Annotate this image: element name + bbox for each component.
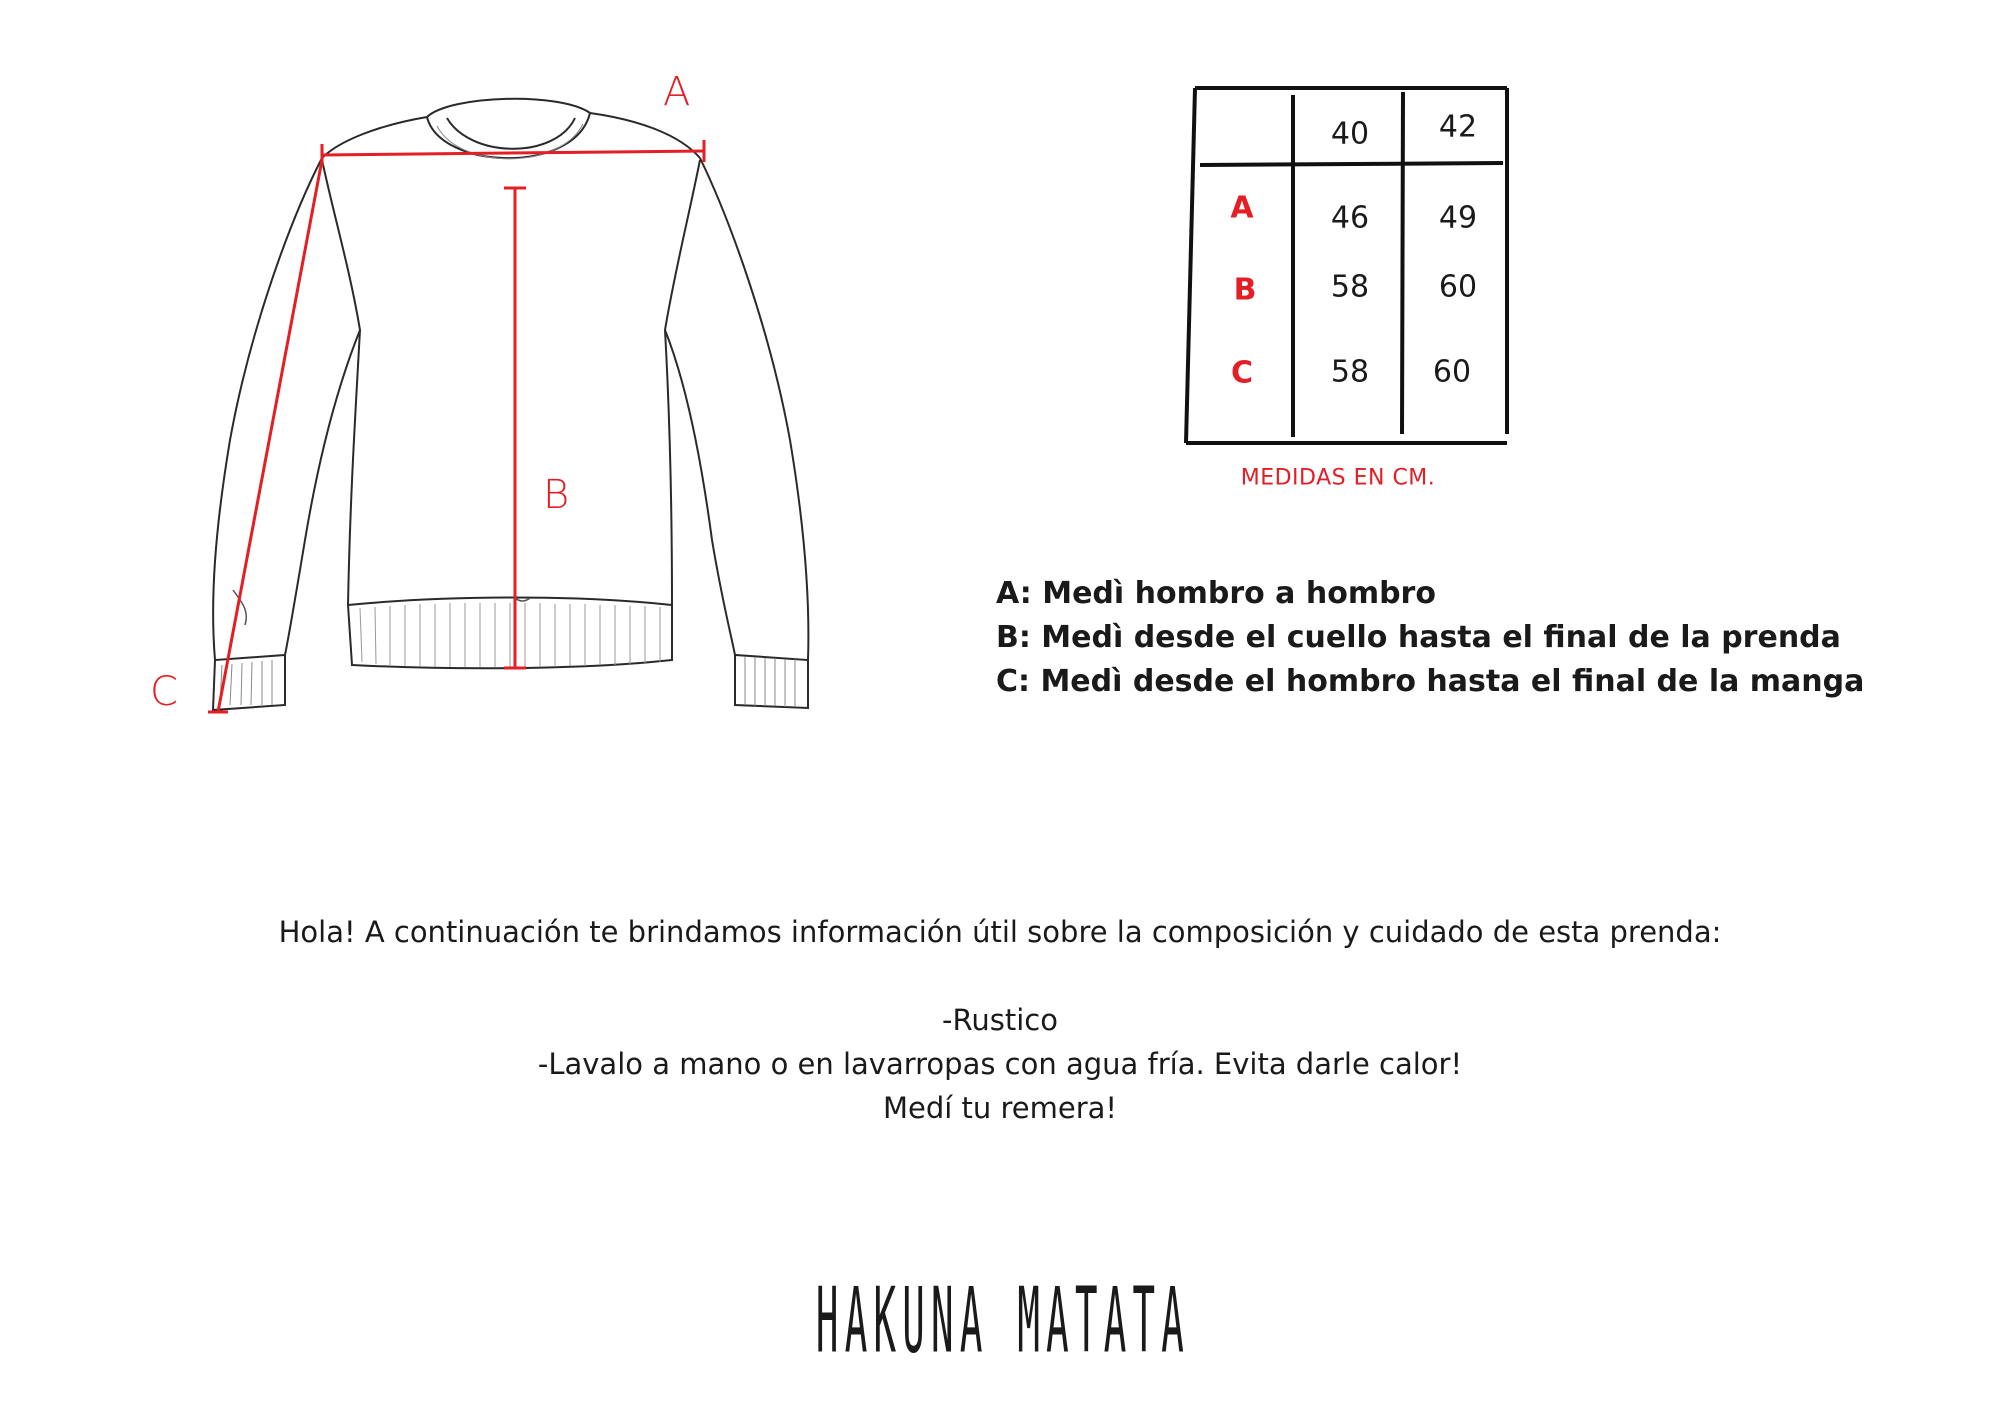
row-label-a: A	[1230, 190, 1254, 226]
legend-item-b: B: Medì desde el cuello hasta el final de la prenda	[996, 620, 1841, 655]
cell-a-42: 49	[1438, 200, 1478, 236]
measure-a-label: A	[663, 69, 691, 115]
row-label-b: B	[1233, 272, 1257, 308]
size-header-42: 42	[1438, 109, 1478, 145]
size-header-40: 40	[1330, 116, 1370, 152]
info-line-rustico: -Rustico	[942, 1003, 1058, 1037]
measure-a-line	[322, 151, 704, 155]
sweater-outline	[213, 99, 808, 710]
info-line-measure: Medí tu remera!	[882, 1091, 1118, 1125]
info-line-wash: -Lavalo a mano o en lavarropas con agua fría. Evita darle calor!	[537, 1047, 1463, 1081]
cell-c-40: 58	[1330, 354, 1370, 390]
legend-item-a: A: Medì hombro a hombro	[996, 576, 1436, 611]
cell-a-40: 46	[1330, 200, 1370, 236]
cell-b-42: 60	[1438, 269, 1478, 305]
cell-c-42: 60	[1432, 354, 1472, 390]
care-info	[0, 910, 2000, 1130]
cell-b-40: 58	[1330, 269, 1370, 305]
row-label-c: C	[1230, 355, 1254, 391]
units-note: MEDIDAS EN CM.	[1240, 465, 1436, 491]
measure-b-label: B	[543, 472, 570, 518]
measure-c-label: C	[150, 669, 178, 715]
brand-logo	[643, 1267, 1363, 1373]
info-intro: Hola! A continuación te brindamos información útil sobre la composición y cuidado de esta prenda:	[278, 915, 1722, 949]
measurement-legend	[996, 572, 1864, 704]
brand-name: HAKUNA MATATA	[815, 1267, 1191, 1373]
legend-item-c: C: Medì desde el hombro hasta el final de la manga	[996, 664, 1865, 699]
measurement-lines	[208, 140, 704, 712]
measure-c-line	[218, 160, 322, 712]
